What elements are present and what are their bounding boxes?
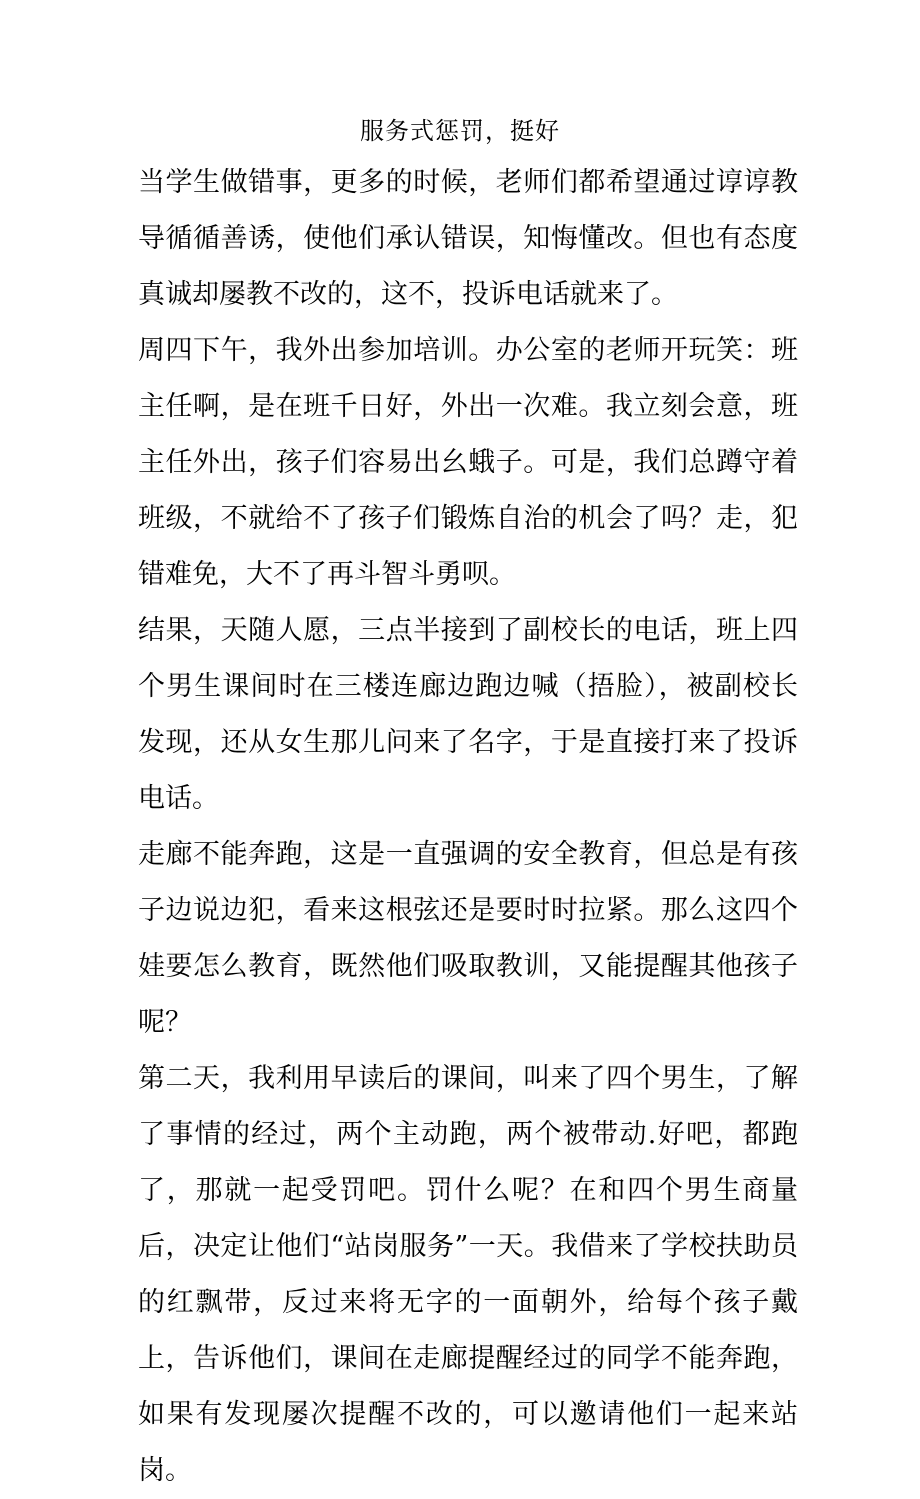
paragraph: 走廊不能奔跑，这是一直强调的安全教育，但总是有孩子边说边犯，看来这根弦还是要时时拉紧。那么这四个娃要怎么教育，既然他们吸取教训，又能提醒其他孩子呢？: [138, 839, 798, 1038]
document-title: 服务式惩罚，挺好: [360, 117, 560, 145]
paragraph: 结果，天随人愿，三点半接到了副校长的电话，班上四个男生课间时在三楼连廊边跑边喊（捂脸），被副校长发现，还从女生那儿问来了名字，于是直接打来了投诉电话。: [138, 615, 798, 814]
paragraph: 当学生做错事，更多的时候，老师们都希望通过谆谆教导循循善诱，使他们承认错误，知悔懂改。但也有态度真诚却屡教不改的，这不，投诉电话就来了。: [138, 167, 798, 310]
document-body: [138, 155, 798, 1499]
paragraph: 第二天，我利用早读后的课间，叫来了四个男生，了解了事情的经过，两个主动跑，两个被带动.好吧，都跑了，那就一起受罚吧。罚什么呢？在和四个男生商量后，决定让他们“站岗服务”一天。我借来了学校扶助员的红飘带，反过来将无字的一面朝外，给每个孩子戴上，告诉他们，课间在走廊提醒经过的同学不能奔跑，如果有发现屡次提醒不改的，可以邀请他们一起来站岗。: [138, 1063, 798, 1486]
paragraph: 周四下午，我外出参加培训。办公室的老师开玩笑：班主任啊，是在班千日好，外出一次难。我立刻会意，班主任外出，孩子们容易出幺蛾子。可是，我们总蹲守着班级，不就给不了孩子们锻炼自治的机会了吗？走，犯错难免，大不了再斗智斗勇呗。: [138, 335, 798, 590]
